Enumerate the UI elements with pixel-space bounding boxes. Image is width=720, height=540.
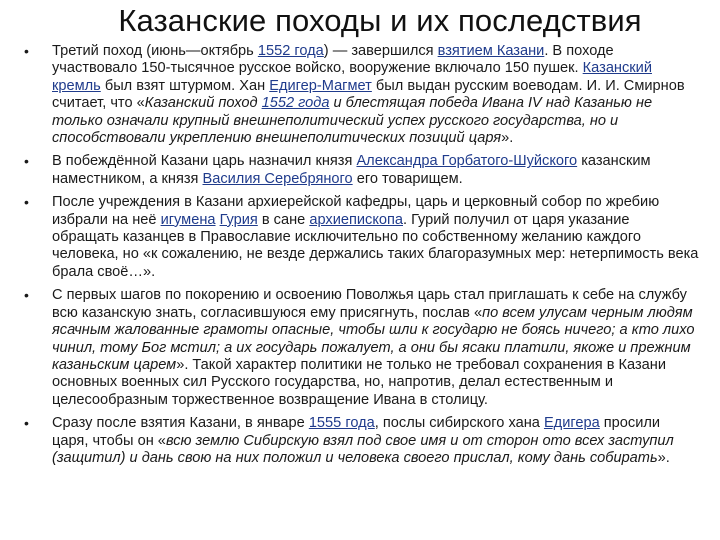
bullet-icon: •	[24, 43, 29, 59]
text-run: . Гурий получил от царя указание обращать казанцев в Православие исключительно по собственному желанию каждого человека, но «к сожалению, не везде держались таких благоразумных мер: нетерпимость века брала своё…».	[52, 211, 699, 280]
hyperlink[interactable]: Едигер-Магмет	[269, 77, 372, 94]
hyperlink[interactable]: 1552 года	[261, 95, 330, 112]
bullet-icon: •	[24, 153, 29, 170]
list-item	[24, 287, 700, 409]
text-run: его товарищем.	[352, 170, 463, 187]
text-run: всю землю Сибирскую взял под свое имя и от сторон ото всех заступил (защитил) и дань свою на них положил и человека своего прислал, кому дань собирать	[52, 432, 674, 466]
text-run: в сане	[257, 211, 310, 228]
bullet-icon: •	[24, 194, 29, 211]
text-run: После учреждения в Казани архиерейской кафедры, царь и церковный собор по жребию избрали на неё	[52, 194, 660, 228]
bullet-icon: •	[24, 415, 29, 432]
text-run: С первых шагов по покорению и освоению Поволжья царь стал приглашать к себе на службу всю казанскую знать, согласившуюся ему присягнуть, послав «	[52, 287, 687, 321]
text-run: был взят штурмом. Хан	[100, 77, 270, 94]
bullet-list	[24, 43, 700, 473]
hyperlink[interactable]: Александра Горбатого-Шуйского	[356, 153, 578, 170]
text-run: ) — завершился	[323, 43, 438, 59]
hyperlink[interactable]: Едигера	[543, 415, 600, 432]
list-item	[24, 43, 700, 147]
hyperlink[interactable]: Гурия	[219, 211, 258, 228]
list-item	[24, 415, 700, 467]
text-run: был выдан русским воеводам. И. И. Смирнов считает, что «	[52, 77, 685, 112]
hyperlink[interactable]: Василия Серебряного	[202, 170, 353, 187]
text-run: просили царя, чтобы он «	[52, 415, 661, 449]
text-run: ». Такой характер политики не только не требовал сохранения в Казани основных военных сил Русского государства, но, напротив, делал естественным и целесообразным торжественное возвращение Ивана в столицу.	[52, 356, 666, 408]
list-item	[24, 194, 700, 281]
text-run: . В походе участвовало 150-тысячное русское войско, вооружение включало 150 пушек.	[52, 43, 614, 77]
hyperlink[interactable]: Казанский кремль	[52, 60, 652, 94]
hyperlink[interactable]: взятием Казани	[437, 43, 545, 59]
text-run: Казанский поход	[144, 95, 262, 112]
list-item	[24, 153, 700, 188]
text-run: и блестящая победа Ивана IV над Казанью не только означали крупный внешнеполитический успех русского государства, но и способствовали укреплению внешнеполитических позиций царя	[52, 95, 653, 147]
text-run: В побеждённой Казани царь назначил князя	[52, 153, 357, 170]
text-run: ».	[657, 449, 670, 466]
text-run: , послы сибирского хана	[374, 415, 544, 432]
text-run: Третий поход (июнь—октябрь	[52, 43, 258, 59]
text-run: по всем улусам черным людям ясачным жалованные грамоты опасные, чтобы шли к государю не боясь ничего; а кто лихо чинил, тому Бог мстил; а их государь пожалует, а они бы ясаки платили, якоже и прежним казаньским царем	[52, 304, 695, 373]
text-run: Сразу после взятия Казани, в январе	[52, 415, 309, 432]
hyperlink[interactable]: архиепископа	[309, 211, 403, 228]
hyperlink[interactable]: игумена	[160, 211, 216, 228]
text-run: ».	[501, 130, 514, 147]
hyperlink[interactable]: 1552 года	[257, 43, 324, 59]
text-run: казанским наместником, а князя	[52, 153, 651, 187]
slide-title: Казанские походы и их последствия	[118, 3, 642, 38]
hyperlink[interactable]: 1555 года	[308, 415, 375, 432]
bullet-icon: •	[24, 287, 29, 304]
